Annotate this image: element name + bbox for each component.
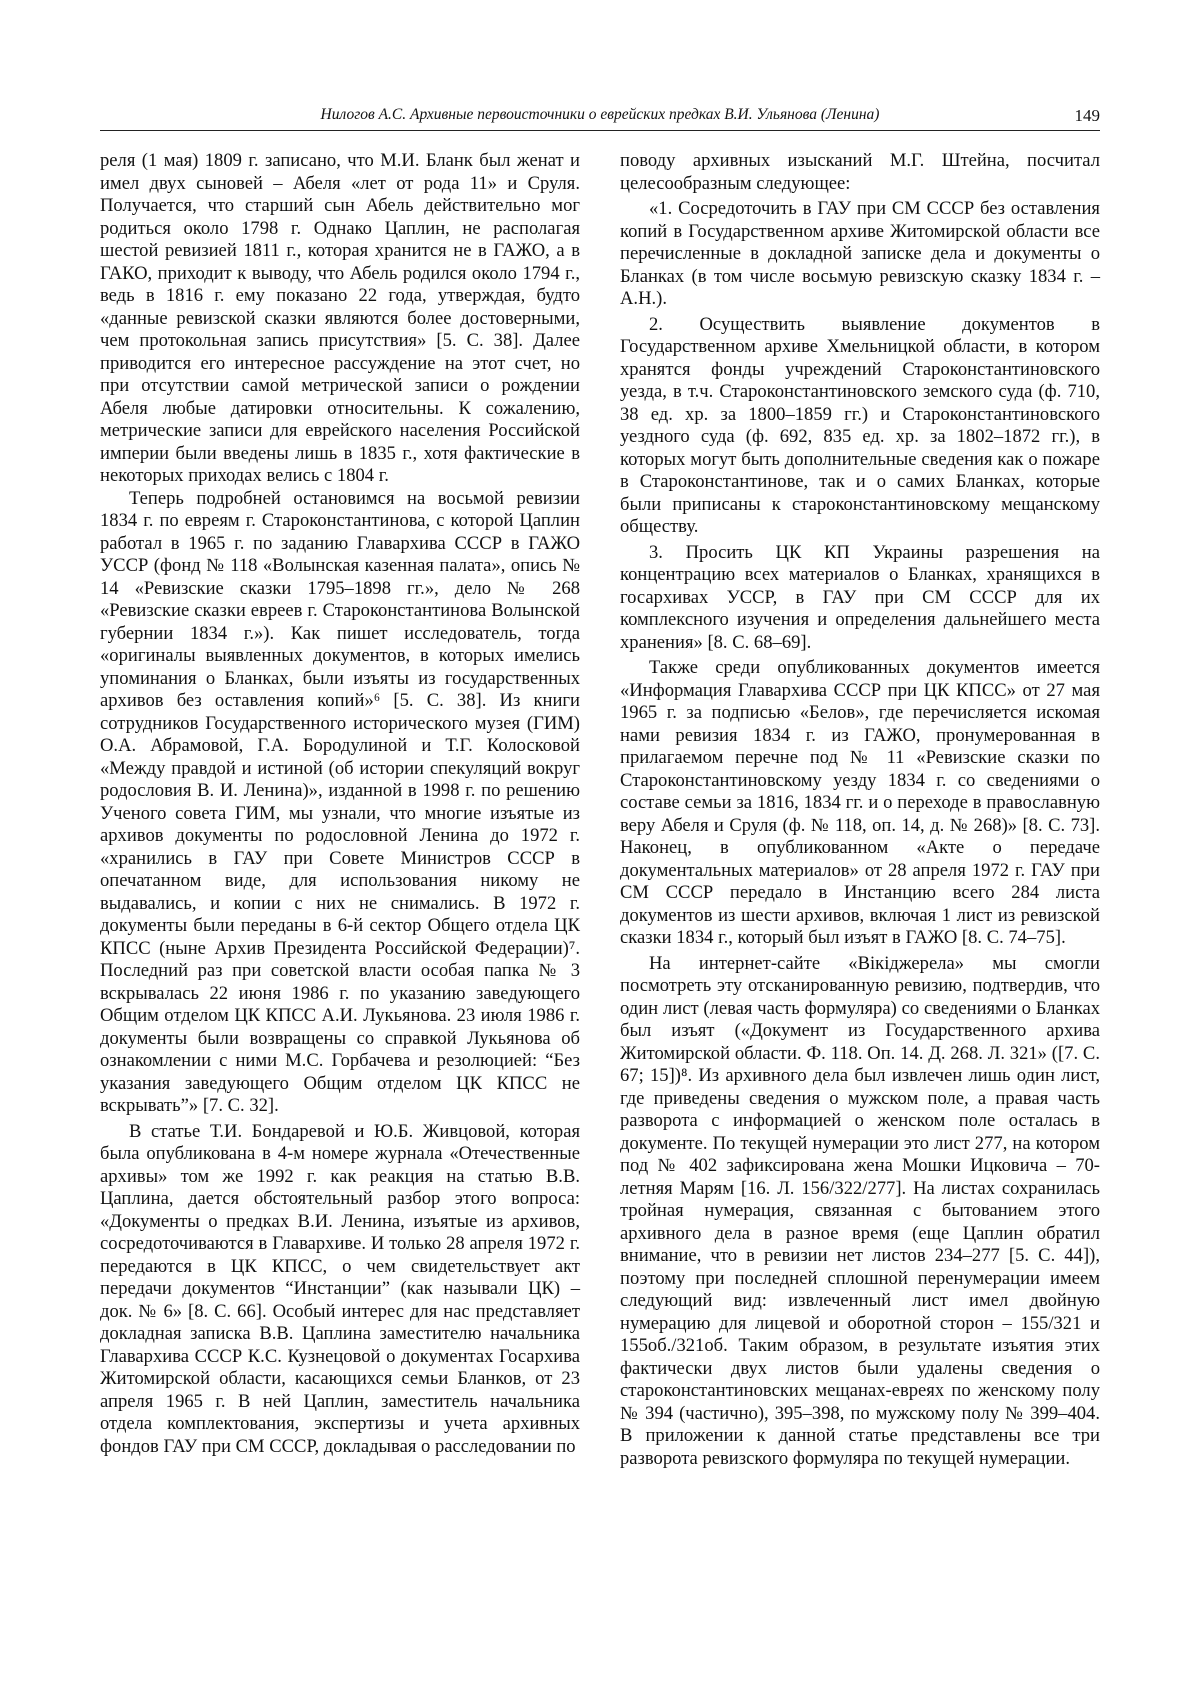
paragraph: реля (1 мая) 1809 г. записано, что М.И. Бланк был женат и имел двух сыновей – Абеля «лет от рода 11» и Сруля. Получается, что старший сын Абель действительно мог родиться около 1798 г. Однако Цаплин, не располагая шестой ревизией 1811 г., которая хранится не в ГАЖО, а в ГАКО, приходит к выводу, что Абель родился около 1794 г., ведь в 1816 г. ему показано 22 года, утверждая, будто «данные ревизской сказки являются более достоверными, чем протокольная запись присутствия» [5. С. 38]. Далее приводится его интересное рассуждение на этот счет, но при отсутствии самой метрической записи о рождении Абеля любые датировки относительны. К сожалению, метрические записи для еврейского населения Российской империи были введены лишь в 1835 г., хотя фактические в некоторых приходах велись с 1804 г.: [100, 150, 580, 488]
page-number: 149: [1075, 106, 1101, 126]
paragraph: поводу архивных изысканий М.Г. Штейна, посчитал целесообразным следующее:: [620, 150, 1100, 195]
quoted-item-2: 2. Осуществить выявление документов в Государственном архиве Хмельницкой области, в котором хранятся фонды учреждений Староконстантиновского уезда, в т.ч. Староконстантиновского земского суда (ф. 710, 38 ед. хр. за 1800–1859 гг.) и Староконстантиновского уездного суда (ф. 692, 835 ед. хр. за 1802–1872 гг.), в которых могут быть дополнительные сведения как о пожаре в Староконстантинове, так и о самих Бланках, которые были приписаны к староконстантиновскому мещанскому обществу.: [620, 314, 1100, 539]
right-column: [620, 150, 1100, 1580]
left-column: [100, 150, 580, 1580]
paragraph: Теперь подробней остановимся на восьмой ревизии 1834 г. по евреям г. Староконстантинова, с которой Цаплин работал в 1965 г. по заданию Главархива СССР в ГАЖО УССР (фонд № 118 «Волынская казенная палата», опись № 14 «Ревизские сказки 1795–1898 гг.», дело № 268 «Ревизские сказки евреев г. Староконстантинова Волынской губернии 1834 г.»). Как пишет исследователь, тогда «оригиналы выявленных документов, в которых имелись упоминания о Бланках, были изъяты из государственных архивов без оставления копий»⁶ [5. С. 38]. Из книги сотрудников Государственного исторического музея (ГИМ) О.А. Абрамовой, Г.А. Бородулиной и Т.Г. Колосковой «Между правдой и истиной (об истории спекуляций вокруг родословия В. И. Ленина)», изданной в 1998 г. по решению Ученого совета ГИМ, мы узнали, что многие изъятые из архивов документы по родословной Ленина до 1972 г. «хранились в ГАУ при Совете Министров СССР в опечатанном виде, для использования никому не выдавались, и копии с них не снимались. В 1972 г. документы были переданы в 6-й сектор Общего отдела ЦК КПСС (ныне Архив Президента Российской Федерации)⁷. Последний раз при советской власти особая папка № 3 вскрывалась 22 июня 1986 г. по указанию заведующего Общим отделом ЦК КПСС А.И. Лукьянова. 23 июля 1986 г. документы были возвращены со справкой Лукьянова об ознакомлении с ними М.С. Горбачева и резолюцией: “Без указания заведующего Общим отделом ЦК КПСС не вскрывать”» [7. С. 32].: [100, 488, 580, 1118]
paragraph: В статье Т.И. Бондаревой и Ю.Б. Живцовой, которая была опубликована в 4-м номере журнала «Отечественные архивы» том же 1992 г. как реакция на статью В.В. Цаплина, дается обстоятельный разбор этого вопроса: «Документы о предках В.И. Ленина, изъятые из архивов, сосредоточиваются в Главархиве. И только 28 апреля 1972 г. передаются в ЦК КПСС, о чем свидетельствует акт передачи документов “Инстанции” (как называли ЦК) – док. № 6» [8. С. 66]. Особый интерес для нас представляет докладная записка В.В. Цаплина заместителю начальника Главархива СССР К.С. Кузнецовой о документах Госархива Житомирской области, касающихся семьи Бланков, от 23 апреля 1965 г. В ней Цаплин, заместитель начальника отдела комплектования, экспертизы и учета архивных фондов ГАУ при СМ СССР, докладывая о расследовании по: [100, 1121, 580, 1459]
page-header: [100, 106, 1100, 131]
quoted-item-3: 3. Просить ЦК КП Украины разрешения на концентрацию всех материалов о Бланках, хранящихся в госархивах УССР, в ГАУ при СМ СССР для их комплексного изучения и определения дальнейшего места хранения» [8. С. 68–69].: [620, 542, 1100, 655]
header-rule: [100, 130, 1100, 131]
journal-page: [0, 0, 1200, 1697]
paragraph: Также среди опубликованных документов имеется «Информация Главархива СССР при ЦК КПСС» от 27 мая 1965 г. за подписью «Белов», где перечисляется искомая нами ревизия 1834 г. из ГАЖО, пронумерованная в прилагаемом перечне под № 11 «Ревизские сказки по Староконстантиновскому уезду 1834 г. со сведениями о составе семьи за 1816, 1834 гг. и о переходе в православную веру Абеля и Сруля (ф. № 118, оп. 14, д. № 268)» [8. С. 73]. Наконец, в опубликованном «Акте о передаче документальных материалов» от 28 апреля 1972 г. ГАУ при СМ СССР передало в Инстанцию всего 284 листа документов из шести архивов, включая 1 лист из ревизской сказки 1834 г., который был изъят в ГАЖО [8. С. 74–75].: [620, 657, 1100, 950]
running-head: Нилогов А.С. Архивные первоисточники о еврейских предках В.И. Ульянова (Ленина): [100, 106, 1100, 124]
quoted-item-1: «1. Сосредоточить в ГАУ при СМ СССР без оставления копий в Государственном архиве Житомирской области все перечисленные в докладной записке дела и документы о Бланках (в том числе восьмую ревизскую сказку 1834 г. – А.Н.).: [620, 198, 1100, 311]
paragraph: На интернет-сайте «Вікіджерела» мы смогли посмотреть эту отсканированную ревизию, подтвердив, что один лист (левая часть формуляра) со сведениями о Бланках был изъят («Документ из Государственного архива Житомирской области. Ф. 118. Оп. 14. Д. 268. Л. 321» ([7. С. 67; 15])⁸. Из архивного дела был извлечен лишь один лист, где приведены сведения о мужском поле, а правая часть разворота с информацией о женском поле осталась в документе. По текущей нумерации это лист 277, на котором под № 402 зафиксирована жена Мошки Ицковича – 70-летняя Марям [16. Л. 156/322/277]. На листах сохранилась тройная нумерация, связанная с бытованием этого архивного дела в разное время (еще Цаплин обратил внимание, что в ревизии нет листов 234–277 [5. С. 44]), поэтому при последней сплошной перенумерации имеем следующий вид: извлеченный лист имел двойную нумерацию для лицевой и оборотной сторон – 155/321 и 155об./321об. Таким образом, в результате изъятия этих фактически двух листов были удалены сведения о староконстантиновских мещанах-евреях по женскому полу № 394 (частично), 395–398, по мужскому полу № 399–404. В приложении к данной статье представлены все три разворота ревизского формуляра по текущей нумерации.: [620, 953, 1100, 1471]
